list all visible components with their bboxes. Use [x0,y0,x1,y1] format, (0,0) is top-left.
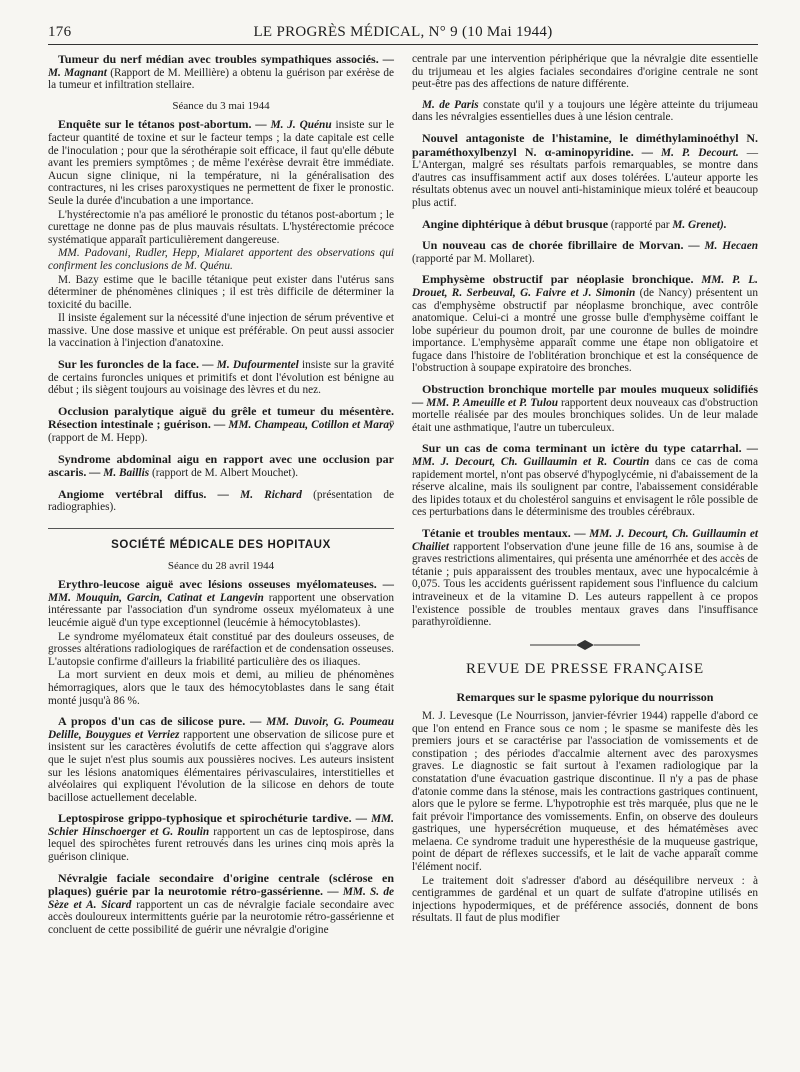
entry-body: centrale par une intervention périphérique que la névralgie dite essentielle du trijumeau et les algies faciales secondaires d'origine centrale ne sont peut-être pas des affections de nature différente. [412,53,758,91]
running-head [48,24,758,45]
entry-title: Tumeur du nerf médian avec troubles sympathiques associés. [58,52,379,66]
entry-title: Emphysème obstructif par néoplasie bronchique. [422,272,694,287]
article-entry [412,383,758,434]
entry-authors: — M. P. Decourt. [641,146,739,159]
ornament-divider-icon [530,639,640,651]
entry-body: (de Nancy) présentent un cas d'emphysème obstructif par néoplasme bronchique, avec contrôle anatomique. Celui-ci a montré une grosse bulle d'emphysème coiffant le lobe supérieur du poumon droit, par une couronne de bulles de moindre importance. L'emphysème apparaît comme une étape non obligatoire et fugace dans l'histoire de l'oblitération bronchique et est la conséquence de l'obstruction à soupape expiratoire des bronches. [412,286,758,375]
right-column [412,53,758,945]
entry-authors: MM. P. L. Drouet, R. Serbeuval, G. Faivre et J. Simonin [412,274,759,299]
entry-body: (Rapport de M. Meillière) a obtenu la guérison par exérèse de la tumeur et infiltration stellaire. [48,66,395,92]
entry-body: insiste sur le facteur quantité de toxine et sur le facteur temps ; la date capitale est celle de l'inoculation ; pour que la sérothérapie soit efficace, il faut qu'elle débute avant les premiers symptômes ; de même l'exérèse devrait être immédiate. Aucun signe clinique, ni la température, ni la généralisation des contractures, ni les crises paroxystiques ne permettent de fixer le pronostic. Seule la durée d'incubation a une importance. [48,119,395,207]
article-entry [48,53,394,92]
article-entry [48,453,394,480]
entry-authors: — MM. Schier Hinschoerger et G. Roulin [48,813,394,838]
page-number: 176 [48,24,72,40]
article-entry [412,218,758,232]
entry-authors: — MM. S. de Sèze et A. Sicard [48,886,395,911]
entry-authors: — M. Hecaen [688,240,759,253]
entry-paragraph: MM. Padovani, Rudler, Hepp, Mialaret apportent des observations qui confirment les conclusions de M. Quénu. [48,247,394,272]
entry-body: (présentation de radiographies). [48,488,394,514]
entry-body: rapportent une observation de silicose pure et insistent sur les caractères évolutifs de cette affection qui s'aggrave alors que le sujet n'est plus soumis aux poussières nocives. Les auteurs insistent sur les lésions anatomiques élémentaires périvasculaires, interstitielles et alvéolaires qui expliquent l'évolution de la silicose en dehors de toute bacillose actuellement decelable. [48,728,394,804]
entry-body: constate qu'il y a toujours une légère atteinte du trijumeau dans les névralgies essentielles dues à une lésion centrale. [412,98,758,124]
article-title: Remarques sur le spasme pylorique du nourrisson [456,690,714,705]
entry-paragraph: La mort survient en deux mois et demi, au milieu de phénomènes hémorragiques, alors que le taux des hémocytoblastes dans le sang était monté jusqu'à 86 %. [48,669,394,707]
article-entry [48,578,394,707]
article-entry [412,132,758,210]
entry-body: rapportent une observation intéressante par l'association d'un syndrome osseux myélomateux à une leucémie aiguë d'un type exceptionnel (leucémie à hémocytoblastes). [48,591,395,629]
entry-title: Angiome vertébral diffus. [58,486,207,501]
entry-title: Sur les furoncles de la face. [58,357,199,372]
article-paragraph: M. J. Levesque (Le Nourrisson, janvier-février 1944) rappelle d'abord ce que l'on entend en France sous ce nom ; le spasme se manifeste dès les premiers jours et se caractérise par l'association de vomissements et de constipation ; des périodes d'accalmie alternent avec des paroxysmes graves. Le diagnostic se fait surtout à l'examen radiologique par la constatation d'une évacuation gastrique discontinue. Il n'y a pas de phase d'atonie comme dans la sténose, mais les contractions gastriques continuent, alors que le pylore se ferme. L'hypotrophie est très marquée, plus que ne le fait prévoir l'importance des vomissements. Enfin, on observe des douleurs gastriques, une hypersécrétion muqueuse, et des hématémèses avec melaena. Ce syndrome traduit une hyperesthésie de la muqueuse gastrique, point de départ de réflexes successifs, et le lait de vache apparaît comme l'élément nocif. [412,709,758,874]
entry-authors: — M. J. Quénu [255,119,332,132]
entry-title: Enquête sur le tétanos post-abortum. [58,117,252,132]
entry-body: (rapporté par [610,218,670,231]
entry-paragraph: Il insiste également sur la nécessité d'une injection de sérum préventive et massive. Une dose massive et unique est préférable. On peut aussi associer la vaccination à l'injection d'anatoxine. [48,312,394,350]
article-entry [412,273,758,375]
article-entry [412,239,758,265]
entry-authors: — MM. Duvoir, G. Poumeau Delille, Bouygues et Verriez [48,716,394,741]
entry-title: Leptospirose grippo-typhosique et spirochéturie tardive. [58,811,352,826]
left-column [48,53,394,945]
entry-title: Sur un cas de coma terminant un ictère du type catarrhal. [422,441,742,456]
entry-body: rapportent un cas de leptospirose, dans lequel des spirochètes furent retrouvés dans les urines cinq mois après la guérison clinique. [48,825,395,864]
entry-body: insiste sur la gravité de certains furoncles uniques et primitifs et dont l'évolution est bénigne au début ; ils siègent toujours au voisinage des lèvres et du nez. [48,359,394,397]
article-continuation [412,53,758,91]
entry-title: Névralgie faciale secondaire d'origine centrale (sclérose en plaques) guérie par la neurotomie rétro-gassérienne. [48,870,394,899]
entry-authors: — MM. Mouquin, Garcin, Catinat et Langevin [48,579,395,604]
entry-authors: — M. Magnant [48,54,394,79]
entry-body: (rapport de M. Albert Mouchet). [151,467,299,480]
article-entry [412,442,758,519]
entry-title: Occlusion paralytique aiguë du grêle et tumeur du mésentère. Résection intestinale ; guérison. [48,403,394,432]
entry-authors: — MM. Champeau, Cotillon et Maraÿ [213,419,395,432]
entry-paragraph: L'hystérectomie n'a pas amélioré le pronostic du tétanos post-abortum ; le curettage ne donne pas de plus mauvais résultats. L'hystérectomie précoce systématique apparaît particulièrement dangereuse. [48,208,394,246]
entry-authors: M. Grenet). [672,218,727,231]
entry-authors: M. de Paris [422,98,479,111]
article-entry [48,358,394,397]
entry-authors: — MM. P. Ameuille et P. Tulou [412,396,559,409]
entry-body: (rapport de M. Hepp). [48,432,148,445]
session-date: Séance du 3 mai 1944 [172,99,270,112]
article-entry [48,405,394,445]
article-paragraph: Le traitement doit s'adresser d'abord au déséquilibre nerveux : à centigrammes de gardénal et un quart de sulfate d'atropine utilisés en injections hypodermiques, et de préférence associés, donnent de bons résultats. Il faut de plus modifier [412,874,758,925]
entry-authors: — M. Richard [217,488,302,501]
entry-paragraph: M. Bazy estime que le bacille tétanique peut exister dans l'utérus sans déterminer de phénomènes cliniques ; il est très difficile de déterminer la toxicité du bacille. [48,273,394,311]
article-entry [412,99,758,124]
entry-body: — L'Antergan, malgré ses résultats parfois remarquables, se montre dans d'autres cas insuffisamment actif aux doses tolérées. L'auteur apporte les résultats obtenus avec un nouvel anti-histaminique mieux toléré et beaucoup plus actif. [412,146,758,209]
session-date: Séance du 28 avril 1944 [167,559,275,572]
section-heading-revue: REVUE DE PRESSE FRANÇAISE [466,660,704,677]
article-entry [48,812,394,863]
entry-authors: — M. Baillis [89,467,150,480]
entry-title: Un nouveau cas de chorée fibrillaire de Morvan. [422,238,684,253]
entry-paragraph: Le syndrome myélomateux était constitué par des douleurs osseuses, de grosses altérations radiologiques de raréfaction et de condensation osseuses. L'autopsie confirme d'ailleurs la friabilité particulière des os iliaques. [48,630,394,668]
entry-title: A propos d'un cas de silicose pure. [58,714,246,729]
article-entry [48,118,394,350]
entry-title: Tétanie et troubles mentaux. [422,526,571,540]
entry-authors: — MM. J. Decourt, Ch. Guillaumin et R. Courtin [412,443,759,469]
entry-body: rapportent l'observation d'une jeune fille de 16 ans, soumise à de graves restrictions alimentaires, qui présenta une aménorrhée et des accès de tétanie ; puis apparaissent des troubles mentaux, avec une hypocalcémie à 0,075. Tous les accidents guérissent rapidement sous l'influence du calcium intraveineux et de la vitamine D. Les auteurs rappellent à ce propos l'existence possible de troubles mentaux graves dans l'insuffisance parathyroïdienne. [412,540,758,629]
entry-title: Obstruction bronchique mortelle par moules muqueux solidifiés [422,382,758,397]
entry-authors: — MM. J. Decourt, Ch. Guillaumin et Chailiet [412,528,758,553]
entry-body: rapportent deux nouveaux cas d'obstruction mortelle réalisée par des moules bronchiques solides. Un de leur malade était une asthmatique, l'autre un tuberculeux. [412,396,758,434]
article-entry [412,527,758,629]
entry-title: Syndrome abdominal aigu en rapport avec une occlusion par ascaris. [48,451,394,480]
article-entry [48,872,394,937]
article-entry [48,488,394,514]
entry-body: dans ce cas de coma rapidement mortel, n'ont pas observé d'hypoglycémie, ni d'abaissement de la réserve alcaline, mais ils soulignent par contre, l'abaissement considérable des lipides totaux et du cholestérol sanguins et envisagent le rôle possible de ces perturbations dans le déterminisme des troubles cérébraux. [412,456,758,519]
entry-title: Erythro-leucose aiguë avec lésions osseuses myélomateuses. [58,577,377,592]
article-entry [48,715,394,804]
entry-body: rapportent un cas de névralgie faciale secondaire avec accès douloureux intermittents guérie par la neurotomie rétro-gassérienne et concluent de cette possibilité de guérir une névralgie d'origine [48,898,394,937]
society-heading: SOCIÉTÉ MÉDICALE DES HOPITAUX [48,528,394,552]
entry-title: Angine diphtérique à début brusque [422,216,609,231]
entry-title: Nouvel antagoniste de l'histamine, le diméthylaminoéthyl N. paraméthoxylbenzyl N. α-aminopyridine. [412,130,758,159]
entry-authors: — M. Dufourmentel [202,359,299,372]
journal-title: LE PROGRÈS MÉDICAL, N° 9 (10 Mai 1944) [253,24,553,40]
entry-body: (rapporté par M. Mollaret). [412,252,535,265]
